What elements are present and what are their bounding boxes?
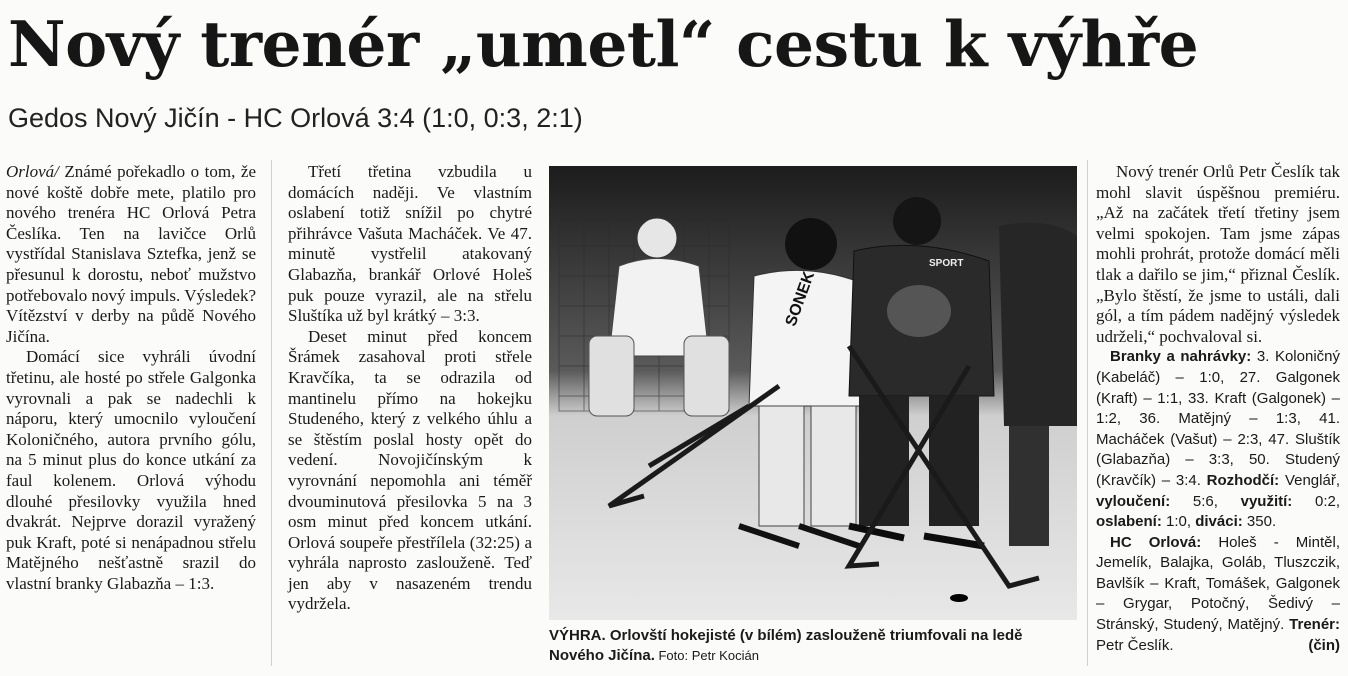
referee-text: Venglář, <box>1279 471 1340 489</box>
subhead-score: Gedos Nový Jičín - HC Orlová 3:4 (1:0, 0:3, 2:1) <box>8 103 583 133</box>
coach-text: Petr Česlík. <box>1096 636 1174 654</box>
article-column-4 <box>1096 162 1340 656</box>
article-paragraph: Domácí sice vyhráli úvodní třetinu, ale hosté po střele Galgonka vyrovnali a pak se nadechli k náporu, který umocnilo vyloučení Koloničného, autora prvního gólu, na 5 minut plus do konce utkání za faul kolenem. Orlová výhodu dlouhé přesilovky využila hned dvakrát. Nejprve dorazil vyražený puk Kraft, poté si nenápadnou střelu Matějného nešťastně srazil do vlastní branky Glabazňa – 1:3. <box>6 347 256 593</box>
coach-label: Trenér: <box>1289 616 1340 634</box>
attendance-text: 350. <box>1242 513 1277 531</box>
article-paragraph <box>6 162 256 347</box>
headline: Nový trenér „umetl“ cestu k výhře <box>8 7 1199 81</box>
team-label: HC Orlová: <box>1110 533 1202 551</box>
team-lineup <box>1096 533 1340 657</box>
powerplay-text: 0:2, <box>1292 492 1341 510</box>
puck <box>950 594 968 602</box>
article-column-1 <box>6 162 256 594</box>
article-paragraph: Třetí třetina vzbudila u domácích naději. Ve vlastním oslabení totiž snížil po chytré přihrávce Vašuta Macháček. Ve 47. minutě vystřelil atakovaný Glabazňa, brankář Orlové Holeš puk pouze vyrazil, ale na střelu Sluštíka už byl krátký – 3:3. <box>288 162 532 326</box>
column-divider <box>1087 160 1088 666</box>
shorthanded-label: oslabení: <box>1096 513 1162 531</box>
goals-label: Branky a nahrávky: <box>1110 348 1252 366</box>
hockey-photo <box>549 166 1077 620</box>
photo-credit: Foto: Petr Kocián <box>654 648 759 663</box>
photo-caption <box>549 626 1077 666</box>
ad-patch: SPORT <box>929 258 964 269</box>
article-column-2 <box>288 162 532 615</box>
jersey-lettering: SONEK <box>782 269 819 329</box>
shorthanded-text: 1:0, <box>1161 513 1196 531</box>
penalties-text: 5:6, <box>1170 492 1241 510</box>
match-results <box>1096 347 1340 532</box>
team-text: Holeš - Mintěl, Jemelík, Balajka, Goláb, Tluszczik, Bavlšík – Kraft, Tomášek, Galgonek – Grygar, Potočný, Šedivý – Stránský, Studený, Matějný. <box>1096 533 1340 634</box>
article-paragraph: Nový trenér Orlů Petr Česlík tak mohl slavit úspěšnou premiéru. „Až na začátek třetí třetiny jsem velmi spokojen. Tam jsme zápas mohli prohrát, protože domácí měli tlak a dařilo se jim,“ přiznal Česlík. „Bylo štěstí, že jsme to ustáli, dali gól, a tím pádem nadějný výsledek udrželi,“ pochvaloval si. <box>1096 162 1340 346</box>
goals-text: 3. Koloničný (Kabeláč) – 1:0, 27. Galgonek (Kraft) – 1:1, 33. Kraft (Galgonek) – 1:2, 36. Matějný – 1:3, 41. Macháček (Vašut) – 2:3, 47. Sluštík (Glabazňa) – 3:3, 50. Studený (Kravčík) – 3:4. <box>1096 348 1341 489</box>
dateline: Orlová/ <box>6 162 59 181</box>
caption-lead: VÝHRA. <box>549 627 606 644</box>
penalties-label: vyloučení: <box>1096 492 1171 510</box>
caption-text: Orlovští hokejisté (v bílém) zaslouženě triumfovali na ledě Nového Jičína. <box>549 627 1023 664</box>
article-paragraph: Deset minut před koncem Šrámek zasahoval proti střele Kravčíka, ta se odrazila od mantinelu přímo na hokejku Studeného, který z velkého úhlu a se štěstím poslal hosty opět do vedení. Novojičínským k vyrovnání nepomohla ani téměř dvouminutová přesilovka 5 na 3 osm minut před koncem utkání. Orlová soupeře přestřílela (32:25) a vyhrála naprosto zaslouženě. Teď jen aby v nasazeném trendu vydržela. <box>288 326 532 614</box>
author-signature: (čin) <box>1308 636 1340 654</box>
hockey-photo-illustration <box>549 166 1077 620</box>
powerplay-label: využití: <box>1240 492 1293 510</box>
referee-label: Rozhodčí: <box>1206 471 1280 489</box>
paragraph-text: Známé pořekadlo o tom, že nové koště dobře mete, platilo pro nového trenéra HC Orlová Petra Česlíka. Ten na lavičce Orlů vystřídal Stanislava Sztefka, jenž se přesunul k dorostu, neboť mužstvo potřebovalo nový impuls. Výsledek? Vítězství v derby na půdě Nového Jičína. <box>6 162 256 346</box>
attendance-label: diváci: <box>1195 513 1243 531</box>
column-divider <box>271 160 272 666</box>
